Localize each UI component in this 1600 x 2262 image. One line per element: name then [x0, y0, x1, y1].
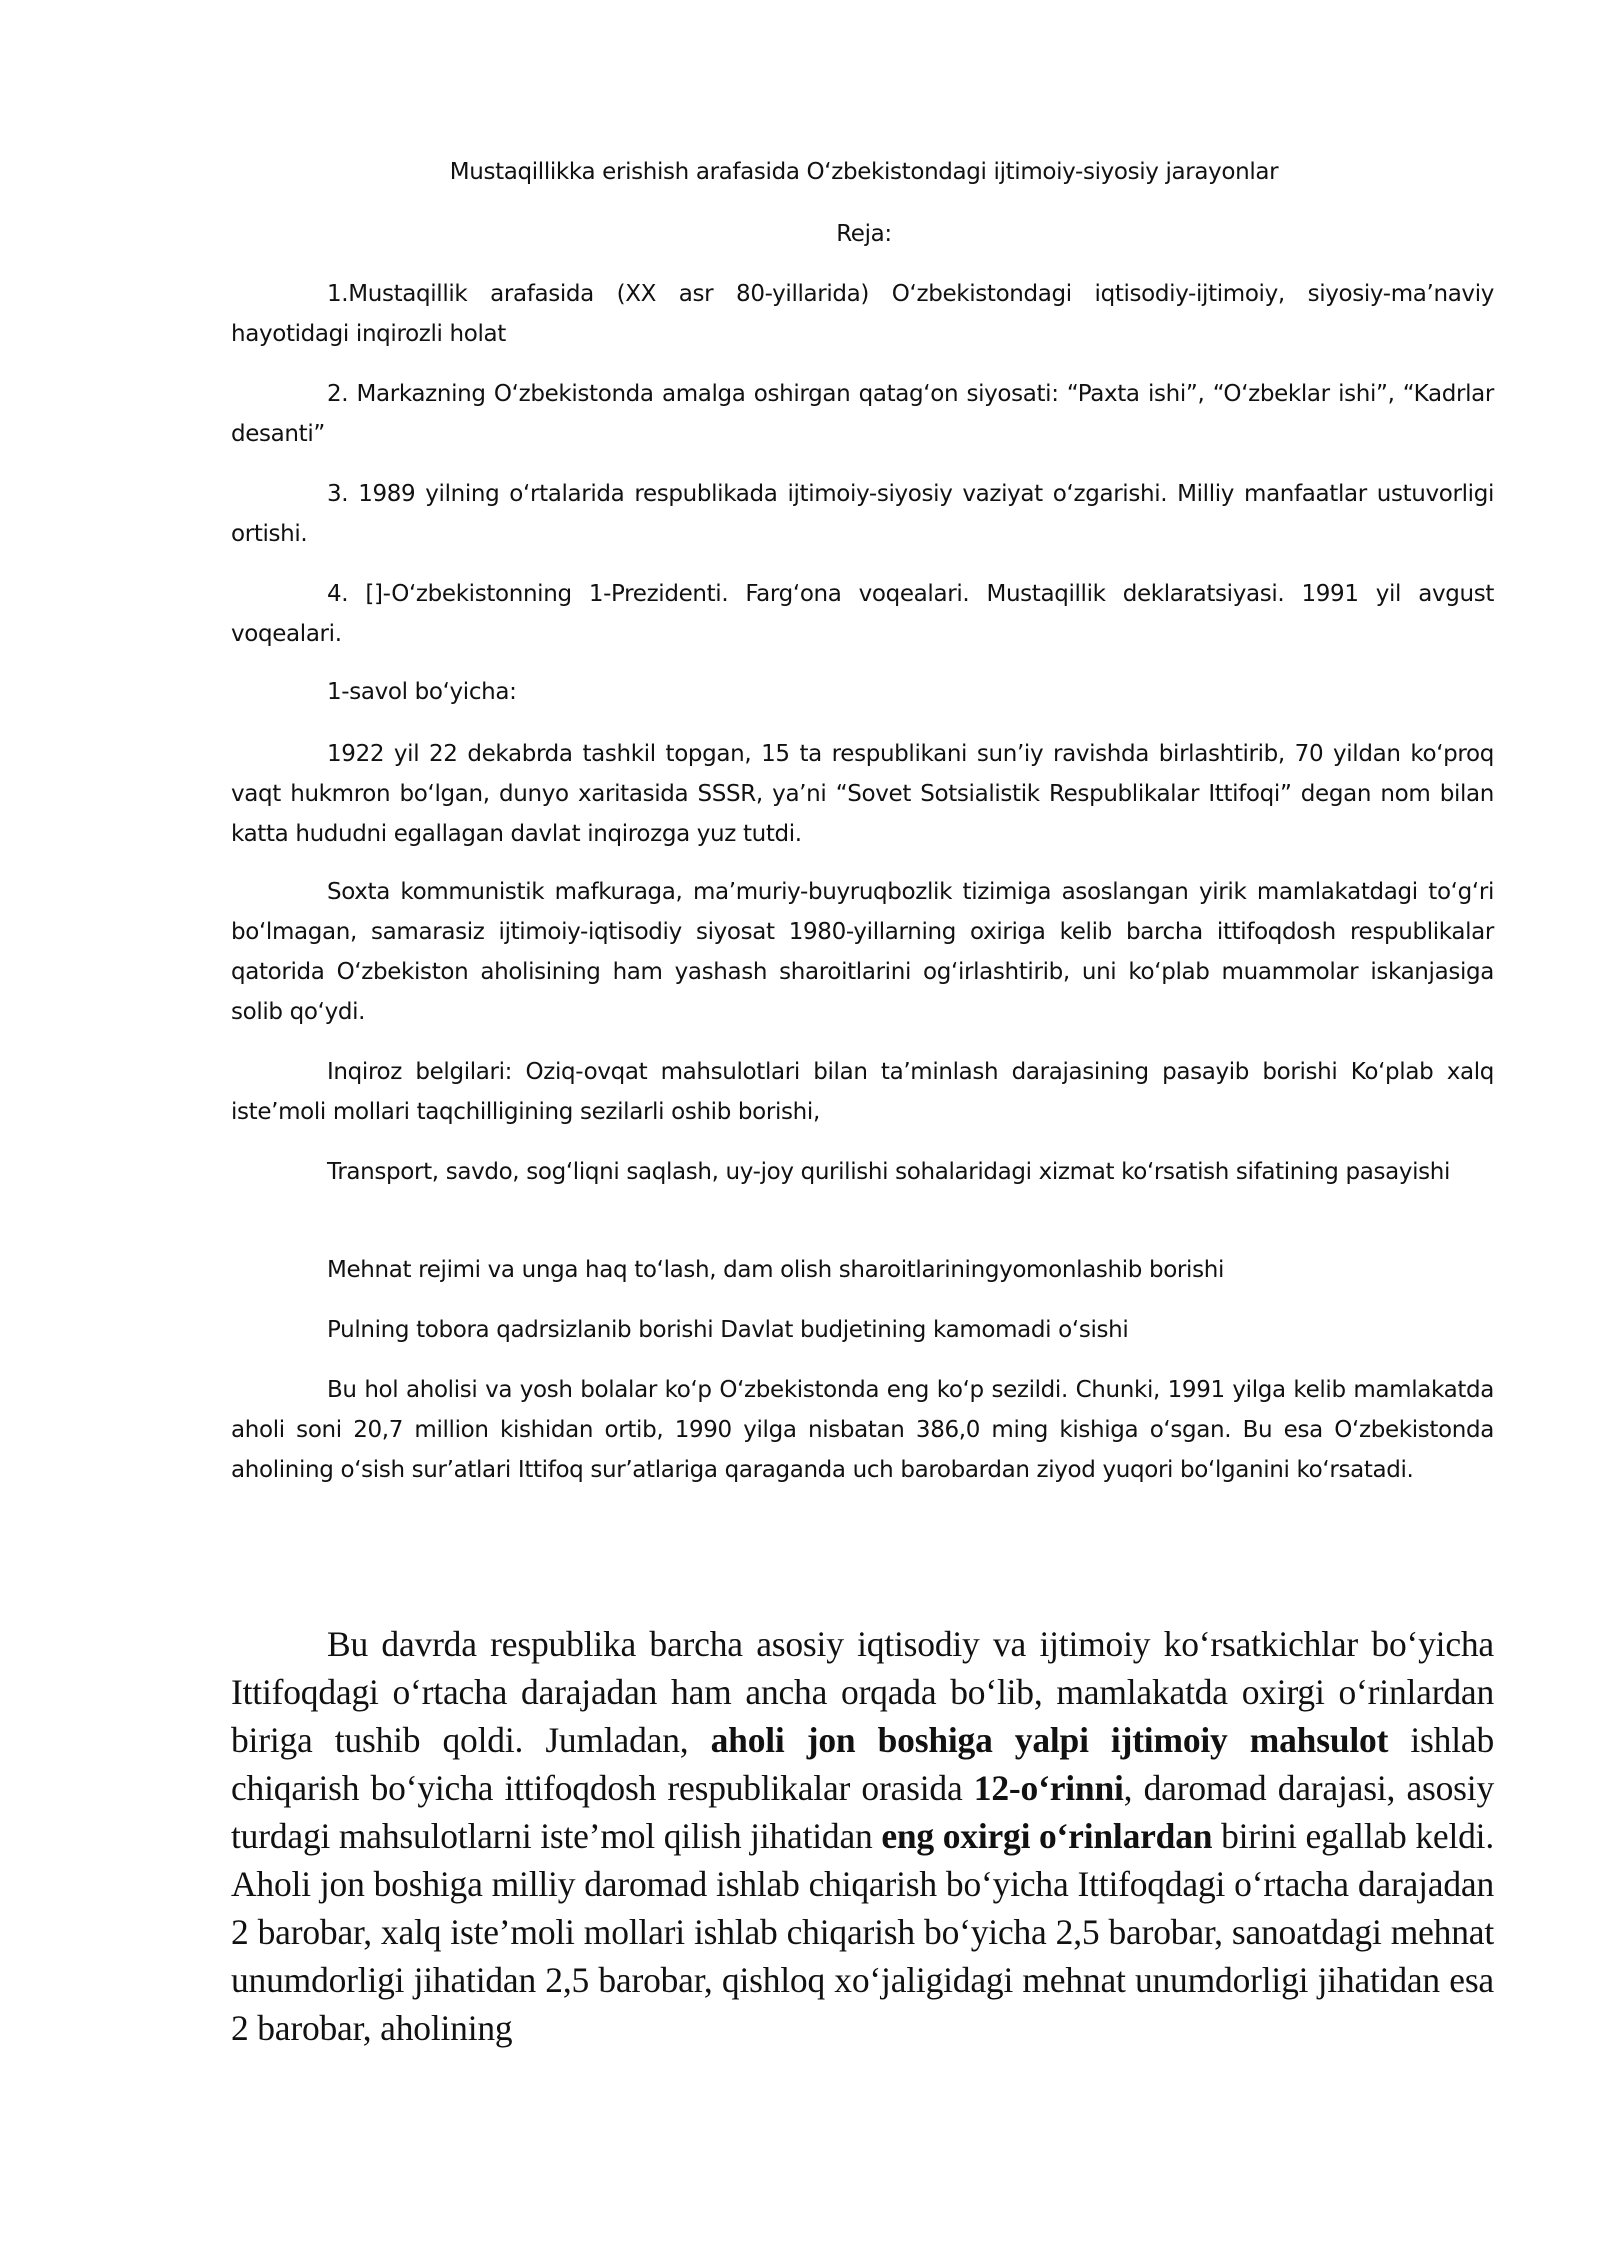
paragraph-population: Bu hol aholisi va yosh bolalar ko‘p O‘zbekistonda eng ko‘p sezildi. Chunki, 1991 yilga kelib mamlakatda aholi soni 20,7 million kishidan ortib, 1990 yilga nisbatan 386,0 ming kishiga o‘sgan. Bu esa O‘zbekistonda aholining o‘sish sur’atlari Ittifoq sur’atlariga qaraganda uch barobardan ziyod yuqori bo‘lganini ko‘rsatadi. [231, 1377, 1494, 1483]
economy-bold-1: aholi jon boshiga yalpi ijtimoiy mahsulot [710, 1720, 1389, 1760]
paragraph-policy: Soxta kommunistik mafkuraga, ma’muriy-buyruqbozlik tizimiga asoslangan yirik mamlakatdagi to‘g‘ri bo‘lmagan, samarasiz ijtimoiy-iqtisodiy siyosat 1980-yillarning oxiriga kelib barcha ittifoqdosh respublikalar qatorida O‘zbekiston aholisining ham yashash sharoitlarini og‘irlashtirib, uni ko‘plab muammolar iskanjasiga solib qo‘ydi. [231, 879, 1494, 1025]
paragraph-money: Pulning tobora qadrsizlanib borishi Davlat budjetining kamomadi o‘sishi [327, 1317, 1129, 1343]
paragraph-labour: Mehnat rejimi va unga haq to‘lash, dam olish sharoitlariningyomonlashib borishi [327, 1257, 1224, 1283]
section-heading: 1-savol bo‘yicha: [327, 679, 517, 705]
economy-text-4: birini egallab keldi. Aholi jon boshiga milliy daromad ishlab chiqarish bo‘yicha Ittifoqdagi o‘rtacha darajadan 2 barobar, xalq iste’moli mollari ishlab chiqarish bo‘yicha 2,5 barobar, sanoatdagi mehnat unumdorligi jihatidan 2,5 barobar, qishloq xo‘jaligidagi mehnat unumdorligi jihatidan esa 2 barobar, aholining [231, 1816, 1495, 2048]
economy-bold-3: eng oxirgi o‘rinlardan [881, 1816, 1213, 1856]
economy-text-1: Bu davrda respublika barcha asosiy iqtisodiy va ijtimoiy ko‘rsatkichlar bo‘yicha Ittifoqdagi o‘rtacha darajadan ham ancha orqada bo‘lib, mamlakatda oxirgi o‘rinlardan biriga tushib qoldi. Jumladan, [231, 1624, 1494, 1760]
paragraph-crisis-signs: Inqiroz belgilari: Oziq-ovqat mahsulotlari bilan ta’minlash darajasining pasayib borishi Ko‘plab xalq iste’moli mollari taqchilligining sezilarli oshib borishi, [231, 1059, 1494, 1125]
document-title: Mustaqillikka erishish arafasida O‘zbekistondagi ijtimoiy-siyosiy jarayonlar [449, 159, 1279, 185]
economy-text-2: ishlab chiqarish bo‘yicha ittifoqdosh respublikalar orasida [231, 1720, 1494, 1808]
paragraph-services: Transport, savdo, sog‘liqni saqlash, uy-joy qurilishi sohalaridagi xizmat ko‘rsatish sifatining pasayishi [327, 1159, 1451, 1185]
plan-item-4: 4. []-O‘zbekistonning 1-Prezidenti. Farg‘ona voqealari. Mustaqillik deklaratsiyasi. 1991 yil avgust voqealari. [231, 581, 1494, 647]
plan-item-3: 3. 1989 yilning o‘rtalarida respublikada ijtimoiy-siyosiy vaziyat o‘zgarishi. Milliy manfaatlar ustuvorligi ortishi. [231, 481, 1494, 547]
plan-heading: Reja: [836, 221, 892, 247]
plan-item-1: 1.Mustaqillik arafasida (XX asr 80-yillarida) O‘zbekistondagi iqtisodiy-ijtimoiy, siyosiy-ma’naviy hayotidagi inqirozli holat [231, 281, 1494, 347]
paragraph-economy [231, 1620, 1494, 2052]
plan-item-2: 2. Markazning O‘zbekistonda amalga oshirgan qatag‘on siyosati: “Paxta ishi”, “O‘zbeklar ishi”, “Kadrlar desanti” [231, 381, 1494, 447]
economy-text-3: , daromad darajasi, asosiy turdagi mahsulotlarni iste’mol qilish jihatidan [231, 1768, 1494, 1856]
paragraph-ussr: 1922 yil 22 dekabrda tashkil topgan, 15 ta respublikani sun’iy ravishda birlashtirib, 70 yildan ko‘proq vaqt hukmron bo‘lgan, dunyo xaritasida SSSR, ya’ni “Sovet Sotsialistik Respublikalar Ittifoqi” degan nom bilan katta hududni egallagan davlat inqirozga yuz tutdi. [231, 741, 1494, 847]
economy-bold-2: 12-o‘rinni [973, 1768, 1124, 1808]
